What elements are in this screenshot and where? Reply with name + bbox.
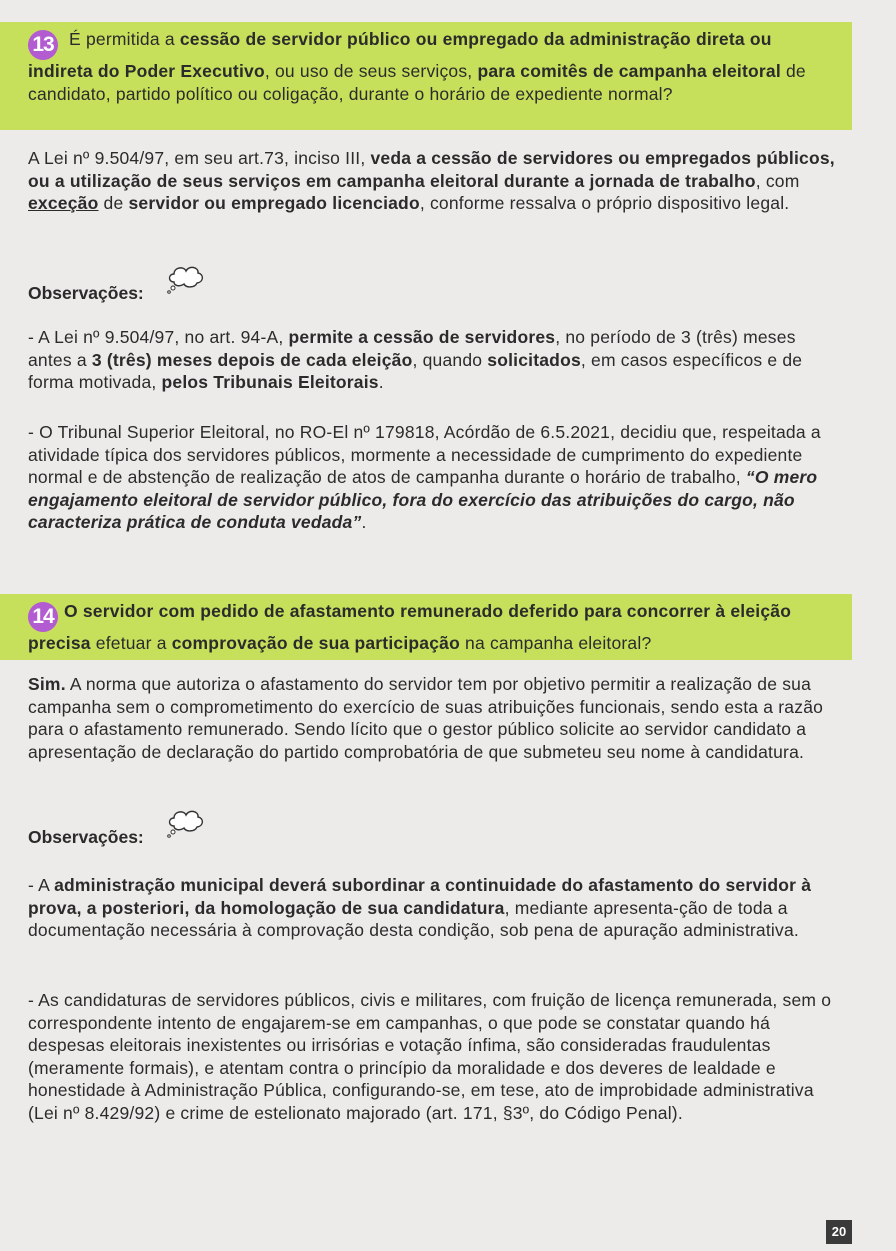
text-run: de: [98, 193, 129, 213]
answer-13: [28, 147, 843, 215]
text-run: O servidor com pedido de afastamento remunerado deferido para concorrer à eleição precisa: [28, 601, 792, 653]
text-run: exceção: [28, 193, 99, 213]
text-run: , com: [755, 170, 800, 191]
text-run: administração municipal deverá subordinar a continuidade do afastamento do servidor à prova, a posteriori, da homologação de sua candidatura: [28, 875, 812, 918]
text-run: de candidato, partido político ou coligação, durante o horário de expediente normal?: [28, 61, 806, 104]
thought-cloud-icon: [164, 262, 206, 296]
text-run: permite a cessão de servidores: [288, 327, 556, 347]
question-13-number: 13: [28, 30, 58, 60]
text-run: , em casos específicos e de forma motivada,: [28, 349, 803, 392]
question-14-text: [28, 600, 832, 655]
text-run: - O Tribunal Superior Eleitoral, no RO-El nº 179818, Acórdão de 6.5.2021, decidiu que, respeitada a atividade típica dos servidores públicos, mormente a necessidade de cumprimento do expediente normal e de abstenção de realização de atos de campanha durante o horário de trabalho,: [28, 422, 821, 487]
observation-14-2: [28, 989, 843, 1124]
answer-14: [28, 673, 843, 763]
question-13-band: [0, 22, 852, 130]
text-run: , conforme ressalva o próprio dispositivo legal.: [419, 193, 790, 213]
text-run: para comitês de campanha eleitoral: [477, 61, 781, 81]
observation-14-1: [28, 874, 843, 942]
text-run: cessão de servidor público ou empregado da administração direta ou indireta do Poder Executivo: [28, 29, 772, 81]
text-run: , no período de 3 (três) meses antes a: [28, 327, 796, 370]
text-run: servidor ou empregado licenciado: [128, 193, 420, 213]
text-run: comprovação de sua participação: [171, 633, 460, 653]
text-run: pelos Tribunais Eleitorais: [161, 372, 379, 392]
text-run: , mediante apresenta-ção de toda a documentação necessária à comprovação desta condição, sob pena de apuração administrativa.: [28, 897, 799, 940]
text-run: .: [378, 372, 384, 392]
question-14-number: 14: [28, 602, 58, 632]
text-run: veda a cessão de servidores ou empregados públicos, ou a utilização de seus serviços em campanha eleitoral durante a jornada de trabalho: [28, 148, 835, 191]
text-run: .: [361, 512, 367, 532]
question-14-band: [0, 594, 852, 660]
page-number: 20: [826, 1220, 852, 1244]
text-run: efetuar a: [90, 633, 172, 653]
text-run: É permitida a: [64, 29, 180, 49]
text-run: , quando: [412, 349, 488, 370]
text-run: “O mero engajamento eleitoral de servidor público, fora do exercício das atribuições do cargo, não caracteriza prática de conduta vedada”: [28, 467, 818, 532]
text-run: A norma que autoriza o afastamento do servidor tem por objetivo permitir a realização de sua campanha sem o comprometimento do exercício de suas atribuições funcionais, sendo esta a razão para o afastamento remunerado. Sendo lícito que o gestor público solicite ao servidor candidato a apresentação de declaração do partido comprobatória de que submeteu seu nome à candidatura.: [28, 674, 824, 762]
observations-label-13: Observações:: [28, 283, 144, 303]
text-run: Sim.: [28, 674, 66, 694]
observations-label-14: Observações:: [28, 827, 144, 847]
text-run: na campanha eleitoral?: [459, 633, 652, 653]
text-run: 3 (três) meses depois de cada eleição: [91, 349, 413, 370]
text-run: solicitados: [487, 349, 581, 370]
text-run: - As candidaturas de servidores públicos, civis e militares, com fruição de licença remunerada, sem o correspondente intento de engajarem-se em campanhas, o que pode se constatar quando há despesas eleitorais inexistentes ou irrisórias e votação ínfima, são consideradas fraudulentas (meramente formais), e atentam contra o princípio da moralidade e dos deveres de lealdade e honestidade à Administração Pública, configurando-se, em tese, ato de improbidade administrativa (Lei nº 8.429/92) e crime de estelionato majorado (art. 171, §3º, do Código Penal).: [28, 990, 832, 1123]
text-run: A Lei nº 9.504/97, em seu art.73, inciso III,: [28, 148, 371, 168]
question-13-text: [28, 28, 832, 105]
observation-13-2: [28, 421, 843, 534]
text-run: - A: [28, 875, 55, 895]
observation-13-1: [28, 326, 843, 394]
text-run: , ou uso de seus serviços,: [264, 61, 478, 81]
text-run: - A Lei nº 9.504/97, no art. 94-A,: [28, 327, 289, 347]
thought-cloud-icon: [164, 806, 206, 840]
